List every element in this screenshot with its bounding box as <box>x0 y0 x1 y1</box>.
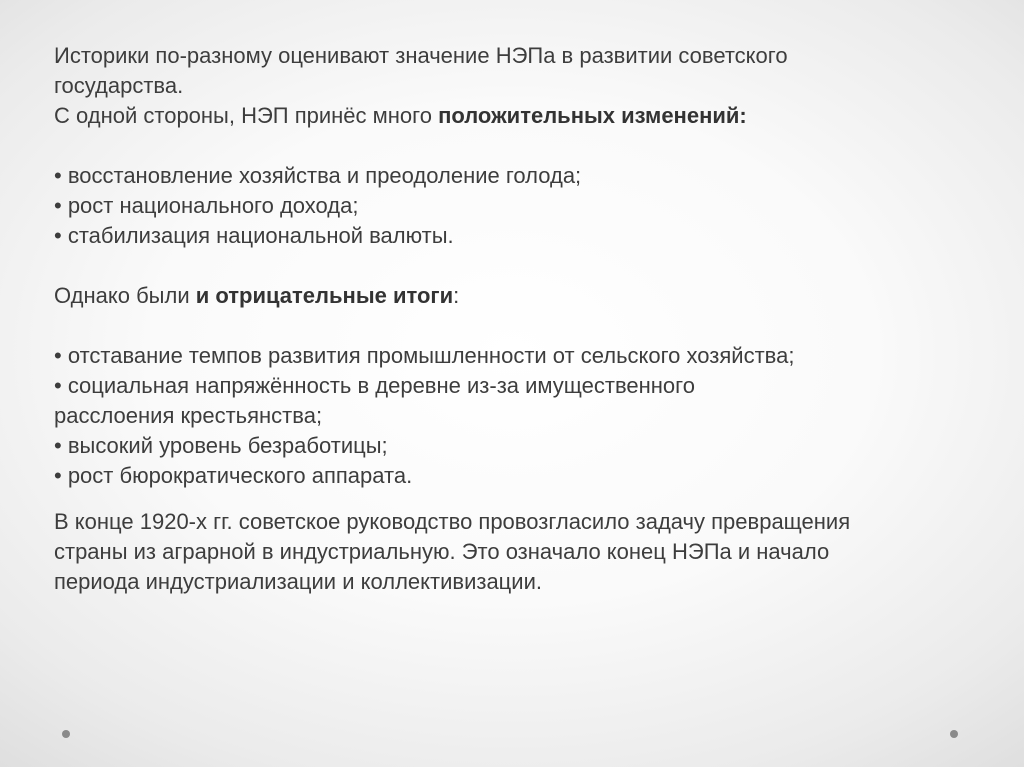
spacer <box>54 311 1004 341</box>
decorative-dot-right <box>950 730 958 738</box>
spacer <box>54 251 1004 281</box>
positive-item: • восстановление хозяйства и преодоление голода; <box>54 163 582 188</box>
conclusion-line: периода индустриализации и коллективизации. <box>54 569 542 594</box>
conclusion-line: В конце 1920-х гг. советское руководство провозгласило задачу превращения <box>54 509 851 534</box>
negative-heading-bold: и отрицательные итоги <box>195 283 454 308</box>
positive-heading-prefix: С одной стороны, НЭП принёс много <box>54 103 439 128</box>
negative-item: • социальная напряжённость в деревне из-за имущественного <box>54 373 695 398</box>
spacer <box>54 131 1004 161</box>
decorative-dot-left <box>62 730 70 738</box>
spacer <box>54 491 1004 507</box>
intro-line-2: государства. <box>54 73 184 98</box>
intro-line-1: Историки по-разному оценивают значение НЭПа в развитии советского <box>54 43 788 68</box>
positive-heading <box>54 101 1004 131</box>
positive-item: • стабилизация национальной валюты. <box>54 223 454 248</box>
negative-heading <box>54 281 1004 311</box>
negative-item: • рост бюрократического аппарата. <box>54 463 413 488</box>
negative-heading-prefix: Однако были <box>54 283 196 308</box>
negative-item: • отставание темпов развития промышленности от сельского хозяйства; <box>54 343 795 368</box>
positive-heading-bold: положительных изменений: <box>438 103 747 128</box>
negative-item-continuation: расслоения крестьянства; <box>54 403 323 428</box>
positive-item: • рост национального дохода; <box>54 193 359 218</box>
negative-item: • высокий уровень безработицы; <box>54 433 388 458</box>
negative-heading-suffix: : <box>453 283 460 308</box>
conclusion-line: страны из аграрной в индустриальную. Это означало конец НЭПа и начало <box>54 539 830 564</box>
slide-text-body <box>54 41 1004 597</box>
